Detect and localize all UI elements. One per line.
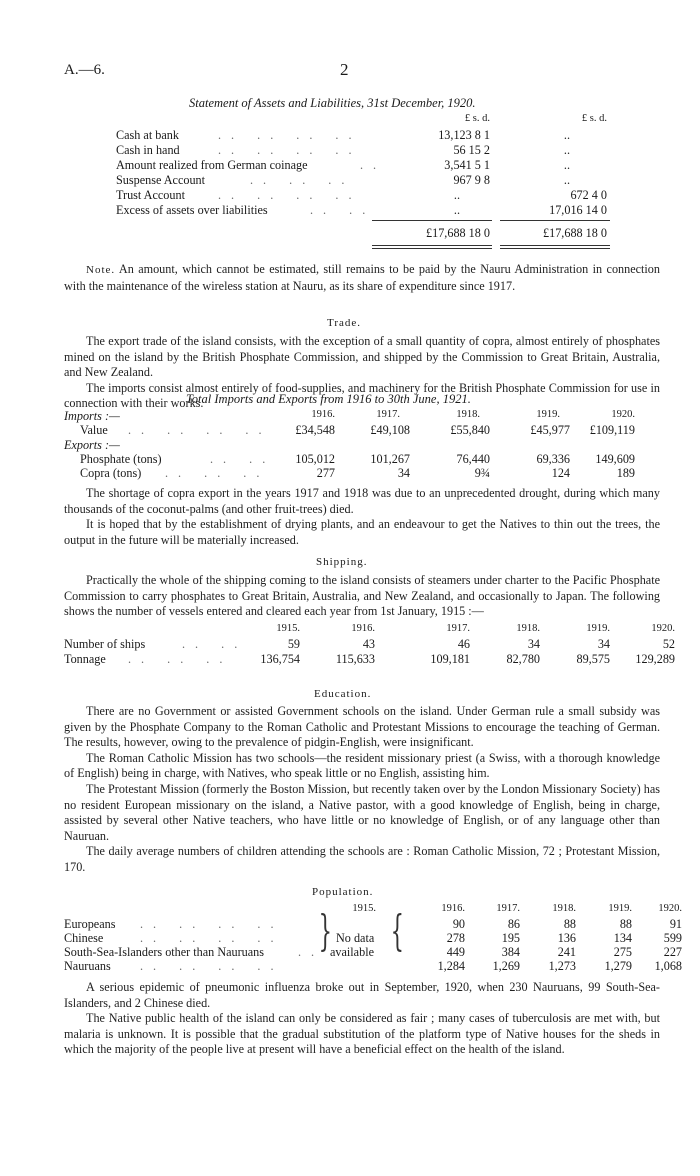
year-header: 1916. [311, 409, 335, 420]
pop-cell: 241 [557, 945, 576, 959]
pop-cell: 449 [446, 945, 465, 959]
value-cell: £109,119 [589, 423, 635, 437]
tonnage-cell: 115,633 [335, 652, 375, 666]
shipping-paragraph [64, 573, 660, 620]
leader-dots: .. .. [182, 637, 248, 651]
asset-label: Suspense Account [116, 173, 206, 187]
total-rule [500, 220, 610, 221]
asset-value: 56 15 2 [453, 143, 490, 157]
year-header: 1920. [611, 409, 635, 420]
asset-label: Cash in hand [116, 143, 180, 157]
pop-cell: 88 [619, 917, 632, 931]
liability-value: .. [563, 173, 570, 187]
value-cell: £45,977 [530, 423, 570, 437]
year-header: 1915. [352, 903, 376, 914]
tonnage-cell: 82,780 [506, 652, 540, 666]
year-header: 1920. [651, 623, 675, 634]
education-p4: The daily average numbers of children attending the schools are : Roman Catholic Mission, 72 ; Protestant Mission, 170. [64, 844, 660, 874]
liability-value: 17,016 14 0 [549, 203, 607, 217]
ships-cell: 59 [287, 637, 300, 651]
value-label: Value [80, 423, 108, 437]
year-header: 1917. [446, 623, 470, 634]
total-double-rule [500, 245, 610, 246]
pop-cell: 275 [613, 945, 632, 959]
year-header: 1918. [516, 623, 540, 634]
total-double-rule [372, 245, 492, 246]
population-heading: Population. [312, 886, 374, 898]
leader-dots: .. .. .. .. [140, 917, 284, 931]
leader-dots: .. .. .. .. [218, 128, 362, 142]
imports-exports-title: Total Imports and Exports from 1916 to 30th June, 1921. [186, 392, 471, 406]
pop-cell: 384 [501, 945, 520, 959]
pop-cell: 1,273 [548, 959, 576, 973]
leader-dots: .. .. [310, 203, 376, 217]
col-head-1: £ s. d. [464, 113, 490, 124]
year-header: 1918. [456, 409, 480, 420]
asset-label: Amount realized from German coinage [116, 158, 308, 172]
pop-cell: 1,068 [654, 959, 682, 973]
leader-dots: .. .. .. .. [128, 423, 272, 437]
total-double-rule [500, 248, 610, 249]
tonnage-cell: 109,181 [430, 652, 470, 666]
tonnage-cell: 89,575 [576, 652, 610, 666]
copra-cell: 189 [616, 466, 635, 480]
value-cell: £34,548 [295, 423, 335, 437]
leader-dots: .. .. .. .. [140, 931, 284, 945]
shipping-p1: Practically the whole of the shipping coming to the island consists of steamers under charter to the Pacific Phosphate Commission to carry phosphates to Great Britain, Australia, and New Zealand, and occasionally to Japan. The following shows the number of vessels entered and cleared each year from 1st January, 1915 :— [64, 573, 660, 619]
assets-total: £17,688 18 0 [426, 226, 490, 240]
phosphate-cell: 76,440 [456, 452, 490, 466]
education-paragraphs [64, 704, 660, 876]
leader-dots: .. .. .. .. [218, 143, 362, 157]
asset-value: 3,541 5 1 [444, 158, 490, 172]
exports-label: Exports :— [64, 438, 120, 452]
pop-cell: 86 [507, 917, 520, 931]
ships-cell: 52 [662, 637, 675, 651]
copra-cell: 34 [397, 466, 410, 480]
year-header: 1917. [496, 903, 520, 914]
pop-cell: 88 [563, 917, 576, 931]
asset-value: 13,123 8 1 [438, 128, 490, 142]
total-double-rule [372, 248, 492, 249]
year-header: 1915. [276, 623, 300, 634]
trade-heading: Trade. [327, 317, 362, 329]
education-p1: There are no Government or assisted Government schools on the island. Under German rule a small subsidy was given by the Phosphate Company to the Roman Catholic and Protestant Missions to encourage the teaching of German. The results, however, owing to the prevalence of pidgin-English, were insignificant. [64, 704, 660, 750]
population-p1: A serious epidemic of pneumonic influenza broke out in September, 1920, when 230 Nauruans, 99 South-Sea-Islanders, and 2 Chinese died. [64, 980, 660, 1010]
asset-value: 967 9 8 [453, 173, 490, 187]
copra-cell: 124 [551, 466, 570, 480]
leader-dots: .. .. .. [165, 466, 270, 480]
leader-dots: .. .. [210, 452, 276, 466]
pop-label: South-Sea-Islanders other than Nauruans [64, 945, 265, 959]
imports-label: Imports :— [64, 409, 120, 423]
pop-cell: 1,279 [604, 959, 632, 973]
note-label: Note. [86, 264, 116, 276]
shipping-heading: Shipping. [316, 556, 368, 568]
pop-cell: 195 [501, 931, 520, 945]
pop-cell: 227 [663, 945, 682, 959]
year-header: 1916. [351, 623, 375, 634]
phosphate-cell: 149,609 [595, 452, 635, 466]
phosphate-cell: 105,012 [295, 452, 335, 466]
leader-dots: .. .. .. [128, 652, 233, 666]
trade-p1: The export trade of the island consists, with the exception of a small quantity of copra, almost entirely of phosphates mined on the island by the British Phosphate Commission, and shipped by the Commission to Great Britain, Australia, and New Zealand. [64, 334, 660, 380]
asset-label: Excess of assets over liabilities [116, 203, 268, 217]
copra-cell: 277 [316, 466, 335, 480]
no-data-text: No data [336, 931, 375, 945]
total-rule [372, 220, 492, 221]
phosphate-label: Phosphate (tons) [80, 452, 162, 466]
year-header: 1919. [536, 409, 560, 420]
year-header: 1918. [552, 903, 576, 914]
pop-label: Europeans [64, 917, 116, 931]
liabilities-total: £17,688 18 0 [543, 226, 607, 240]
leader-dots: .. .. .. .. [140, 959, 284, 973]
pop-cell: 136 [557, 931, 576, 945]
liability-value: .. [563, 128, 570, 142]
asset-value: .. [453, 188, 460, 202]
col-head-2: £ s. d. [581, 113, 607, 124]
pop-label: Nauruans [64, 959, 111, 973]
pop-cell: 90 [452, 917, 465, 931]
year-header: 1919. [608, 903, 632, 914]
copra-p1: The shortage of copra export in the years 1917 and 1918 was due to an unprecedented drought, during which many thousands of the coconut-palms (and other fruit-trees) died. [64, 486, 660, 516]
pop-cell: 91 [669, 917, 682, 931]
leader-dots: .. .. .. [250, 173, 355, 187]
document-reference: A.—6. [64, 62, 105, 78]
liability-value: .. [563, 143, 570, 157]
year-header: 1916. [441, 903, 465, 914]
copra-p2: It is hoped that by the establishment of drying plants, and an endeavour to get the Natives to thin out the trees, the output in the future will be materially increased. [64, 517, 660, 547]
ships-cell: 43 [362, 637, 375, 651]
pop-cell: 1,269 [492, 959, 520, 973]
pop-cell: 599 [663, 931, 682, 945]
tonnage-cell: 136,754 [260, 652, 300, 666]
copra-label: Copra (tons) [80, 466, 142, 480]
pop-cell: 134 [613, 931, 632, 945]
pop-label: Chinese [64, 931, 104, 945]
value-cell: £49,108 [370, 423, 410, 437]
page-number: 2 [340, 60, 349, 79]
value-cell: £55,840 [450, 423, 490, 437]
ships-cell: 46 [457, 637, 470, 651]
trade-p2: The imports consist almost entirely of food-supplies, and machinery for the British Phosphate Commission for use in connection with their works. [64, 380, 660, 411]
asset-label: Trust Account [116, 188, 185, 202]
education-p2: The Roman Catholic Mission has two schools—the resident missionary priest (a Swiss, with a thorough knowledge of English) being in charge, with Natives, who speak little or no English, assisting him. [64, 750, 660, 781]
leader-dots: .. [298, 945, 325, 959]
year-header: 1920. [658, 903, 682, 914]
pop-cell: 1,284 [437, 959, 465, 973]
ships-cell: 34 [597, 637, 610, 651]
liability-value: 672 4 0 [570, 188, 607, 202]
population-p2: The Native public health of the island can only be considered as fair ; many cases of tuberculosis are met with, but malaria is unknown. It is possible that the gradual substitution of the platform type of Native houses for the sheds in which the majority of the people live at present will have a beneficial effect on the health of the island. [64, 1011, 660, 1057]
assets-title: Statement of Assets and Liabilities, 31st December, 1920. [189, 96, 476, 110]
copra-paragraphs [64, 486, 660, 548]
no-data-text: available [330, 945, 374, 959]
asset-label: Cash at bank [116, 128, 179, 142]
year-header: 1917. [376, 409, 400, 420]
note-paragraph [64, 262, 660, 294]
tonnage-cell: 129,289 [635, 652, 675, 666]
leader-dots: .. .. .. .. [218, 188, 362, 202]
ships-label: Number of ships [64, 637, 146, 651]
ships-cell: 34 [527, 637, 540, 651]
education-p3: The Protestant Mission (formerly the Boston Mission, but recently taken over by the London Missionary Society) has no resident European missionary on the island, a Native pastor, with a good knowledge of English, being in charge, assisted by several other Native teachers, who have little or no knowledge of English, or of any language other than Nauruan. [64, 781, 660, 843]
pop-cell: 278 [446, 931, 465, 945]
population-paragraphs [64, 980, 660, 1058]
copra-cell: 9¾ [474, 466, 490, 480]
phosphate-cell: 101,267 [370, 452, 410, 466]
tonnage-label: Tonnage [64, 652, 106, 666]
leader-dots: .. [360, 158, 387, 172]
phosphate-cell: 69,336 [536, 452, 570, 466]
right-brace: } [318, 906, 333, 955]
year-header: 1919. [586, 623, 610, 634]
note-text: An amount, which cannot be estimated, still remains to be paid by the Nauru Administration in connection with the maintenance of the wireless station at Nauru, as its share of expenditure since 1917. [64, 262, 660, 293]
left-brace: { [390, 906, 405, 955]
education-heading: Education. [314, 688, 372, 700]
liability-value: .. [563, 158, 570, 172]
asset-value: .. [453, 203, 460, 217]
